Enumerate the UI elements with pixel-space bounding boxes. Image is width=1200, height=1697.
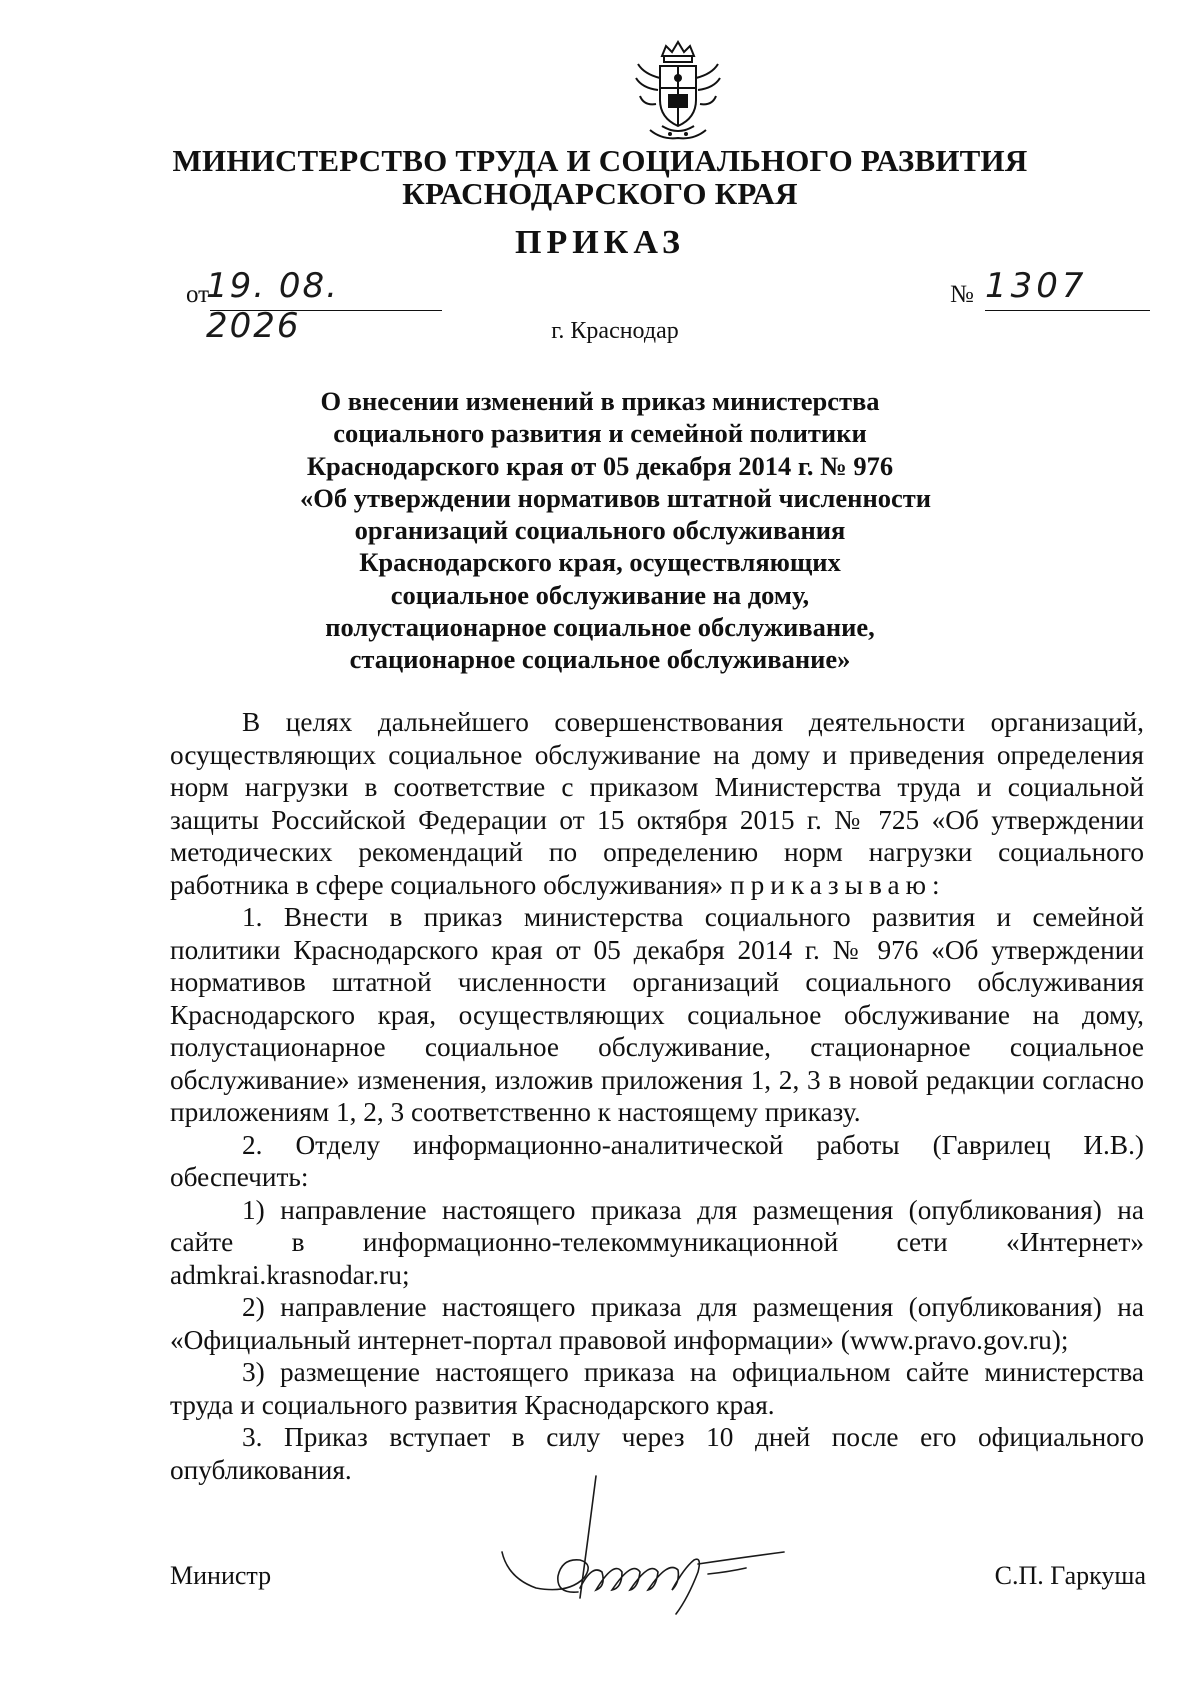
preamble-text: В целях дальнейшего совершенствования деятельности организаций, осуществляющих социальное обслуживание на дому и приведения определения норм нагрузки в соответствие с приказом Министерства труда и социальной защиты Российской Федерации от 15 октября 2015 г. № 725 «Об утверждении методических рекомендаций по определению норм нагрузки социального работника в сфере социального обслуживания» (170, 707, 1144, 900)
handwritten-signature (488, 1468, 788, 1618)
city-line: г. Краснодар (551, 318, 679, 344)
date-label: от (186, 281, 210, 308)
preamble-paragraph (170, 706, 1144, 901)
subject-line: Краснодарского края, осуществляющих (359, 547, 841, 578)
subject-line: социальное обслуживание на дому, (390, 579, 810, 610)
date-underline (210, 310, 442, 311)
signer-role: Министр (170, 1561, 272, 1590)
subject-line: организаций социального обслуживания (354, 515, 846, 546)
handwritten-date: 19. 08. 2026 (206, 266, 339, 346)
order-subject (300, 385, 932, 676)
subject-line: социального развития и семейной политики (333, 418, 867, 449)
order-body (170, 706, 1144, 1486)
coat-of-arms-icon (632, 38, 724, 144)
subject-line: стационарное социальное обслуживание» (349, 644, 851, 675)
subject-line: «Об утверждении нормативов штатной численности (300, 482, 932, 513)
signer-name: С.П. Гаркуша (994, 1561, 1146, 1590)
item-2-2-paragraph: 2) направление настоящего приказа для размещения (опубликования) на «Официальный интернет-портал правовой информации» (www.pravo.gov.ru); (170, 1292, 1144, 1355)
number-underline (985, 310, 1150, 311)
subject-line: О внесении изменений в приказ министерства (320, 386, 880, 416)
item-2-paragraph: 2. Отделу информационно-аналитической работы (Гаврилец И.В.) обеспечить: (170, 1129, 1144, 1192)
subject-line: Краснодарского края от 05 декабря 2014 г. № 976 (306, 450, 894, 481)
item-3-paragraph: 3. Приказ вступает в силу через 10 дней после его официального опубликования. (170, 1422, 1144, 1485)
ministry-name-line2: КРАСНОДАРСКОГО КРАЯ (402, 176, 798, 211)
document-type-title: ПРИКАЗ (515, 224, 685, 261)
item-2-1-paragraph: 1) направление настоящего приказа для размещения (опубликования) на сайте в информационно-телекоммуникационной сети «Интернет» admkrai.krasnodar.ru; (170, 1194, 1144, 1290)
item-1-paragraph: 1. Внести в приказ министерства социального развития и семейной политики Краснодарского края от 05 декабря 2014 г. № 976 «Об утверждении нормативов штатной численности организаций социального обслуживания Краснодарского края, осуществляющих социальное обслуживание на дому, полустационарное социальное обслуживание, стационарное социальное обслуживание» изменения, изложив приложения 1, 2, 3 в новой редакции согласно приложениям 1, 2, 3 соответственно к настоящему приказу. (170, 902, 1144, 1127)
subject-line: полустационарное социальное обслуживание, (325, 612, 875, 643)
order-word: приказываю: (730, 869, 946, 900)
handwritten-number: 1307 (985, 266, 1088, 306)
item-2-3-paragraph: 3) размещение настоящего приказа на официальном сайте министерства труда и социального развития Краснодарского края. (170, 1357, 1144, 1420)
ministry-name-line1: МИНИСТЕРСТВО ТРУДА И СОЦИАЛЬНОГО РАЗВИТИЯ (172, 143, 1028, 178)
number-label: № (950, 281, 974, 308)
